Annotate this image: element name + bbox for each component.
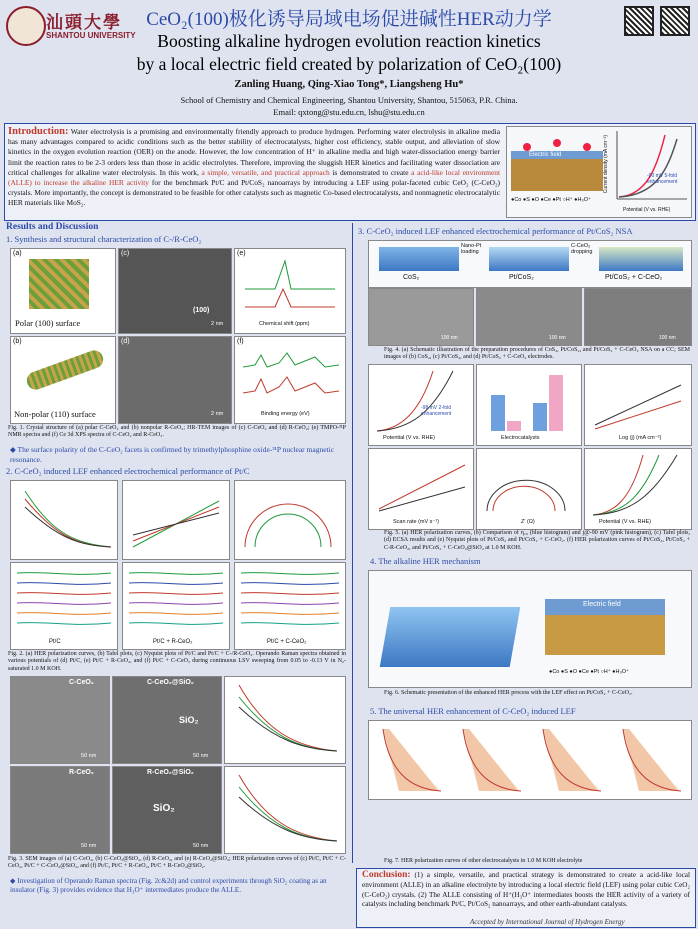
curve — [239, 787, 337, 841]
fig5-scanrate: Scan rate (mV s⁻¹) — [393, 519, 439, 525]
scheme-label: Pt/CoS₂ + C-CeO₂ — [605, 274, 663, 281]
x-axis-label: Potential (V vs. RHE) — [623, 207, 671, 213]
fig2-caption: Fig. 2. (a) HER polarization curves, (b) Tafel plots, (c) Nyquist plots of Pt/C and Pt/C + C-/R-CeO₂. Operando Raman spectra obtained in various potentials of (d) Pt/C, (e) Pt/C + R-CeO₂, and (f) Pt/C + C-CeO₂ during continuous LSV sweeping from 0.05 to -0.13 V in N₂-saturated 1.0 M KOH. — [8, 651, 346, 672]
fig2-panel-d — [10, 562, 118, 650]
scale-bar-label: 100 nm — [549, 335, 566, 341]
bar — [491, 395, 505, 431]
fig5-panel-a — [368, 364, 474, 446]
column-divider — [352, 223, 353, 863]
curve — [377, 371, 433, 431]
fig4-sem-c — [476, 288, 582, 346]
panel-label: (e) — [237, 250, 246, 257]
scale-bar-label: 100 nm — [659, 335, 676, 341]
sem-label: C-CeO₂ — [69, 679, 94, 686]
fig3-panel-b — [112, 676, 222, 764]
fig1-panel-c — [118, 248, 232, 334]
scale-bar-label: 2 nm — [211, 321, 224, 327]
fig5f-plot — [585, 449, 691, 519]
fig6-mechanism — [368, 570, 692, 688]
raman-f — [235, 563, 345, 639]
title-cn: CeO₂(100)极化诱导局域电场促进碱性HER动力学 — [146, 9, 552, 30]
ecsa-line — [379, 487, 465, 511]
title-en-line2: by a local electric field created by polarization of CeO₂(100) — [136, 54, 562, 74]
curve-black — [619, 139, 677, 197]
fig5d-plot — [369, 449, 473, 519]
sem-label: R-CeO₂@SiO₂ — [147, 769, 194, 776]
fig4-sem-d — [584, 288, 692, 346]
intro-part: Water electrolysis is a promising and environmentally friendly approach to produce hydrogen. Performing water electrolysis in alkaline media has many advantages compared to acidic conditions such as the better stability of electrocatalysts, higher cost efficiency, stable output, and alleviation of slow kinetics in the oxygen evolution reaction (OER) on the anode. However, the low concentration of H⁺ in alkaline media and high water-dissociation energy barrier limit the reaction rates to be 2-3 orders less than those in acidic electrolytes. Therefore, improving the sluggish HER kinetics and facilitating water dissociation are critical challenges for alkaline water electrolysis. In this work, — [8, 127, 500, 177]
curve — [593, 455, 659, 515]
nyquist-arc — [487, 480, 565, 511]
electrode-shape — [511, 157, 603, 191]
scale-bar-label: 50 nm — [81, 753, 97, 759]
mechanism-legend: ●Co ●S ●O ●Ce ●Pt ○H⁺ ●H₃O⁺ — [549, 669, 629, 675]
nmr-xlabel: Chemical shift (ppm) — [259, 321, 310, 327]
fig2a-plot — [11, 481, 117, 559]
curve — [593, 455, 643, 515]
fig2c-plot — [235, 481, 345, 559]
fig5c-plot — [585, 365, 691, 435]
nyquist-arc — [493, 486, 555, 511]
bar — [549, 375, 563, 431]
fig5-logj: Log (j) (mA cm⁻²) — [619, 435, 662, 441]
rod-structure — [24, 348, 105, 392]
cube-structure — [29, 259, 89, 309]
logo-cn: 汕頭大學 — [46, 13, 122, 33]
introduction-heading: Introduction: — [8, 126, 69, 137]
panel-label: (c) — [121, 250, 130, 257]
panel-label: (d) — [121, 338, 130, 345]
cos2-electrode — [379, 247, 459, 271]
logo-en: SHANTOU UNIVERSITY — [46, 31, 136, 40]
fig5-caption: Fig. 5. (a) HER polarization curves, (b) Comparison of η₁₀ (blue histogram) and j@-90 mV (pink histogram), (c) Tafel plots, (d) ECSA results and (e) Nyquist plots of Pt/CoS₂ and Pt/CoS₂ + C-CeO₂. (f) HER polarization curves of Pt/CoS₂, Pt/CoS₂ + C-R-CeO₂, and Pt/CoS₂ + C-CeO₂@SiO₂ at 1.0 M KOH. — [384, 530, 690, 551]
bullet-1: ◆ The surface polarity of the C-CeO₂ facets is confirmed by trimethylphosphine oxide-³¹P nuclear magnetic resonance. — [10, 445, 335, 464]
intro-highlight: a simple, versatile, and practical approach — [201, 167, 330, 177]
sem-label: C-CeO₂@SiO₂ — [147, 679, 194, 686]
title-en-line1: Boosting alkaline hydrogen evolution reaction kinetics — [157, 31, 541, 51]
fig2-panel-e — [122, 562, 230, 650]
sem-label: R-CeO₂ — [69, 769, 94, 776]
curve — [593, 455, 677, 515]
xps-curve-green — [243, 353, 339, 367]
fig5-panel-e — [476, 448, 582, 530]
curve — [377, 371, 453, 431]
fig3c-plot — [225, 677, 345, 763]
email: Email: qxtong@stu.edu.cn, lshu@stu.edu.cn — [273, 107, 425, 117]
fig5-panel-c — [584, 364, 692, 446]
affiliation: School of Chemistry and Chemical Engineering, Shantou University, Shantou, 515063, P.R. China. — [180, 95, 518, 105]
fig1-caption: Fig. 1. Crystal structure of (a) polar C-CeO₂ and (b) nonpolar R-CeO₂; HR-TEM images of (c) C-CeO₂ and (d) R-CeO₂; (e) TMPO-³¹P NMR spectra and (f) Ce 3d XPS spectra of C-CeO₂ and R-CeO₂. — [8, 425, 346, 439]
polar-label: Polar (100) surface — [15, 318, 81, 328]
scale-bar-label: 50 nm — [193, 843, 209, 849]
conclusion-body: (1) a simple, versatile, and practical strategy is demonstrated to create a acid-like local environment (ALLE) in an alkaline electrolyte by introducing a local electric field (LEF) using polar cubic CeO₂ (C-CeO₂) crystals. (2) The ALLE consisting of H⁺(H₃O⁺ intermediates boosts the HER activity of a variety of catalysts including benchmark Pt/C, Pt/CoS₂ nanoarrays, and other earth-abundant catalysts. — [362, 871, 690, 909]
nanosheet-array — [380, 607, 521, 667]
electrode-closeup — [545, 615, 665, 655]
fig5a-plot — [369, 365, 473, 435]
intro-part: is demonstrated to create — [329, 167, 412, 177]
nyquist-arc — [255, 514, 321, 547]
ptcos2-ceo2-electrode — [599, 247, 683, 271]
fig5-zprime: Z' (Ω) — [521, 519, 535, 525]
fig2-panel-b — [122, 480, 230, 560]
raman-label: Pt/C + C-CeO₂ — [267, 639, 307, 645]
nonpolar-label: Non-polar (110) surface — [14, 409, 96, 419]
fig3f-plot — [225, 767, 345, 853]
fig2-panel-c — [234, 480, 346, 560]
fig3-panel-c — [224, 676, 346, 764]
xps-curve-red — [243, 377, 339, 393]
section-5-title: 5. The universal HER enhancement of C-CeO₂ induced LEF — [370, 706, 576, 716]
fig5-xlabel: Potential (V vs. RHE) — [383, 435, 435, 441]
section-3-title: 3. C-CeO₂ induced LEF enhanced electrochemical performance of Pt/CoS₂ NSA — [358, 226, 633, 236]
introduction-text — [8, 127, 500, 209]
fig5-category-label: Electrocatalysts — [501, 435, 540, 441]
fig1-panel-e — [234, 248, 346, 334]
scale-bar-label: 2 nm — [211, 411, 224, 417]
scheme-label: Pt/CoS₂ — [509, 274, 534, 281]
fig5-panel-b — [476, 364, 582, 446]
scale-bar-label: 50 nm — [193, 753, 209, 759]
fig7-panel — [368, 720, 692, 800]
fig4-scheme — [368, 240, 692, 288]
fig5-panel-f — [584, 448, 692, 530]
curve — [239, 697, 337, 751]
fig3-panel-e — [112, 766, 222, 854]
bar — [533, 403, 547, 431]
xps-plot — [235, 337, 345, 409]
panel-label: (f) — [237, 338, 244, 345]
conclusion-heading: Conclusion: — [362, 870, 411, 880]
nmr-curve-red — [245, 289, 335, 307]
raman-label: Pt/C + R-CeO₂ — [153, 639, 193, 645]
scheme-label: CoS₂ — [403, 274, 420, 281]
sio2-label: SiO₂ — [179, 715, 199, 725]
bar — [507, 421, 521, 431]
y-axis-label: Current density (mA cm⁻²) — [603, 135, 609, 194]
xps-xlabel: Binding energy (eV) — [261, 411, 310, 417]
intro-part: for the benchmark Pt/C and Pt/CoS₂ nanoarrays by introducing a LEF using polar-faceted cubic CeO₂ (C-CeO₂) crystals. More importantly, the concept is demonstrated to be feasible for other catalysts such as magnetic Co-based electrocatalysts, and nonmagnetic electrocatalytic HER materials like MoS₂. — [8, 178, 500, 208]
results-heading: Results and Discussion — [6, 222, 99, 232]
raman-label: Pt/C — [49, 639, 61, 645]
fig2-panel-a — [10, 480, 118, 560]
panel-label: (a) — [13, 250, 22, 257]
accepted-note: Accepted by International Journal of Hydrogen Energy — [470, 918, 625, 926]
ptcos2-electrode — [489, 247, 569, 271]
section-1-title: 1. Synthesis and structural characterization of C-/R-CeO₂ — [6, 234, 202, 244]
panel-label: (b) — [13, 338, 22, 345]
fig5-xlabel: Potential (V vs. RHE) — [599, 519, 651, 525]
field-label: Electric field — [583, 601, 621, 608]
section-2-title: 2. C-CeO₂ induced LEF enhanced electrochemical performance of Pt/C — [6, 466, 250, 476]
authors: Zanling Huang, Qing-Xiao Tong*, Liangsheng Hu* — [234, 79, 464, 90]
bullet-2: ◆ Investigation of Operando Raman spectra (Fig. 2c&2d) and control experiments through SiO₂ coating as an insulator (Fig. 3) provides evidence that H₃O⁺ intermediates produce the ALLE. — [10, 877, 327, 894]
nmr-plot — [235, 249, 345, 319]
arrow-label: C-CeO₂ dropping — [571, 243, 593, 255]
fig1-panel-b — [10, 336, 116, 424]
fig5e-plot — [477, 449, 581, 519]
fig1-panel-f — [234, 336, 346, 424]
fig5-panel-d — [368, 448, 474, 530]
ion-mark — [553, 139, 561, 147]
nmr-curve-green — [245, 261, 335, 289]
section-4-title: 4. The alkaline HER mechanism — [370, 556, 481, 566]
nyquist-arc — [245, 504, 331, 547]
intro-highlight: a acid-like local environment (ALLE) to increase the alkaline HER activity — [8, 167, 500, 188]
raman-d — [11, 563, 117, 639]
ion-mark — [523, 143, 531, 151]
fig2b-plot — [123, 481, 229, 559]
fig4-caption: Fig. 4. (a) Schematic illustration of the preparation procedures of CoS₂, Pt/CoS₂, and Pt/CoS₂ + C-CeO₂ NSA on a CC; SEM images of (b) CoS₂, (c) Pt/CoS₂, and (d) Pt/CoS₂ + C-CeO₂ electrodes. — [384, 347, 690, 361]
fig5b-plot — [477, 365, 581, 435]
fig3-panel-a — [10, 676, 110, 764]
fig3-panel-d — [10, 766, 110, 854]
fig5-annotation: -98 mV 2-fold enhancement — [421, 405, 452, 417]
scale-bar-label: 50 nm — [81, 843, 97, 849]
scale-bar-label: 100 nm — [441, 335, 458, 341]
fig2-panel-f — [234, 562, 346, 650]
fig1-panel-d — [118, 336, 232, 424]
arrow-label: Nano-Pt loading — [461, 243, 482, 255]
fig4-sem-b — [368, 288, 474, 346]
ion-mark — [583, 143, 591, 151]
tem-label: (100) — [193, 307, 210, 314]
conclusion-text — [362, 871, 690, 910]
field-label: Electric field — [529, 152, 562, 158]
fig7-caption: Fig. 7. HER polarization curves of other electrocatalysts in 1.0 M KOH electrolyte — [384, 858, 583, 864]
fig7-plots — [369, 721, 691, 799]
fig3-caption: Fig. 3. SEM images of (a) C-CeO₂, (b) C-CeO₂@SiO₂, (d) R-CeO₂, and (e) R-CeO₂@SiO₂; HER polarization curves of (c) Pt/C, Pt/C + C-CeO₂, Pt/C + C-CeO₂@SiO₂, and (f) Pt/C, Pt/C + R-CeO₂, Pt/C + R-CeO₂@SiO₂. — [8, 856, 346, 870]
legend: ●Co ●S ●O ●Ce ●Pt ○H⁺ ●H₃O⁺ — [511, 197, 591, 203]
intro-graphic-svg — [507, 127, 691, 217]
intro-graphic — [506, 126, 692, 218]
tafel-line — [133, 513, 219, 535]
curve — [25, 499, 111, 547]
curve-red — [619, 135, 665, 197]
raman-e — [123, 563, 229, 639]
fig6-caption: Fig. 6. Schematic presentation of the enhanced HER process with the LEF effect on Pt/CoS₂ + C-CeO₂. — [384, 690, 633, 696]
sio2-label: SiO₂ — [153, 803, 175, 814]
fig1-panel-a — [10, 248, 116, 334]
fig3-panel-f — [224, 766, 346, 854]
ecsa-line — [379, 465, 465, 509]
annotation: -90 mV 5-fold enhancement — [647, 173, 678, 185]
